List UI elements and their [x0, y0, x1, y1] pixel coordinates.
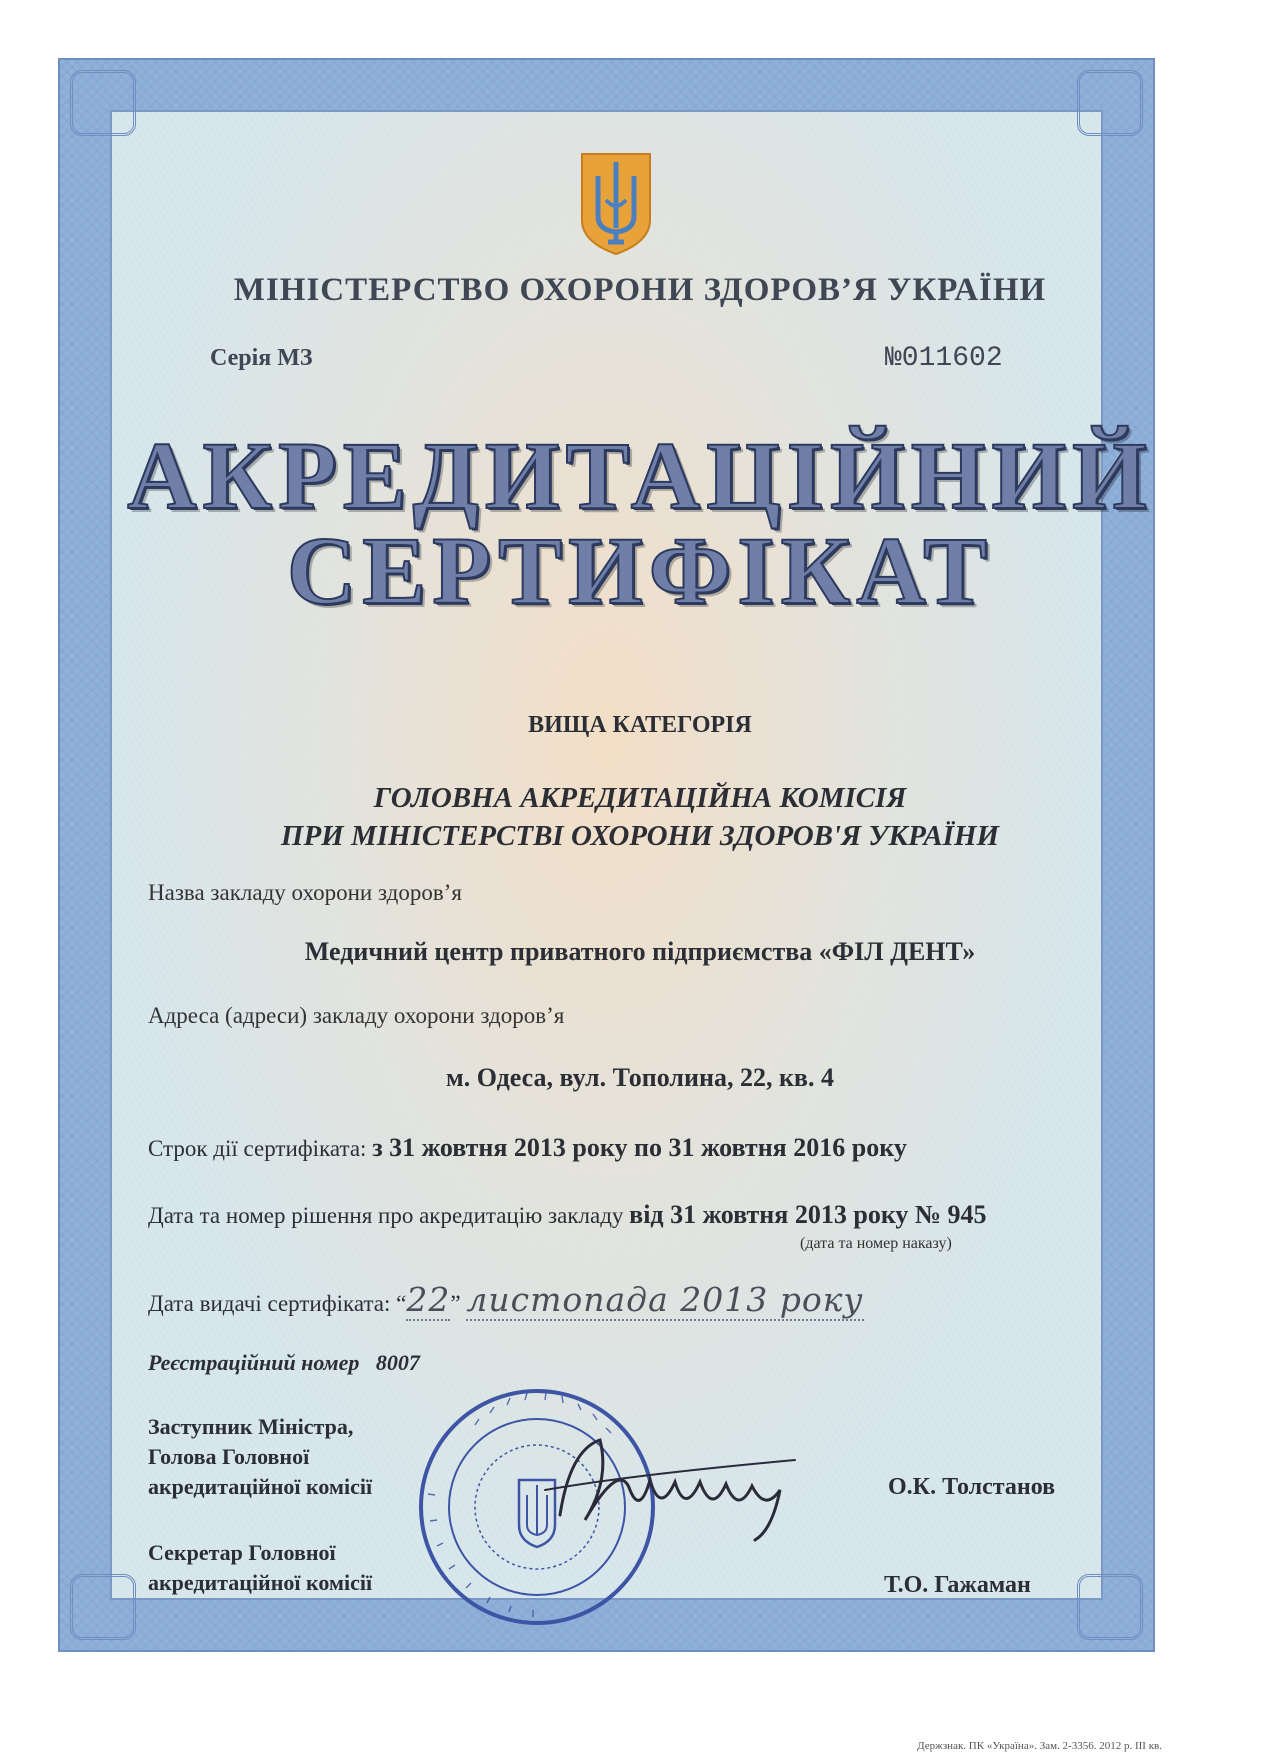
- title-line: акредитаційної комісії: [148, 1474, 373, 1499]
- corner-ornament: [1077, 70, 1143, 136]
- category-heading: ВИЩА КАТЕГОРІЯ: [528, 712, 752, 738]
- second-signatory-name: Т.О. Гажаман: [884, 1572, 1031, 1598]
- facility-name-value: Медичний центр приватного підприємства «ФІЛ ДЕНТ»: [304, 937, 976, 966]
- title-line: Голова Головної: [148, 1444, 310, 1469]
- series-label: Серія МЗ: [210, 345, 313, 371]
- certificate-field: [110, 110, 1103, 1600]
- printer-imprint: Держзнак. ПК «Україна». Зам. 2-3356. 2012 р. ІІІ кв.: [917, 1740, 1162, 1752]
- term-label: Строк дії сертифіката:: [148, 1136, 367, 1161]
- registration-number: 8007: [375, 1350, 420, 1375]
- second-signatory-title: [148, 1538, 372, 1598]
- issue-date-row: Дата видачі сертифіката: “22” листопада 2013 року: [148, 1280, 864, 1319]
- first-signatory-title: [148, 1412, 372, 1502]
- decision-label: Дата та номер рішення про акредитацію закладу: [148, 1203, 624, 1228]
- corner-ornament: [70, 70, 136, 136]
- commission-line-1: ГОЛОВНА АКРЕДИТАЦІЙНА КОМІСІЯ: [373, 782, 907, 814]
- title-line-2: СЕРТИФІКАТ: [286, 517, 994, 624]
- facility-address-label: Адреса (адреси) закладу охорони здоров’я: [148, 1003, 565, 1028]
- certificate-number: №011602: [885, 343, 1003, 374]
- title-line: Заступник Міністра,: [148, 1414, 354, 1439]
- registration-row: [148, 1350, 420, 1376]
- facility-address-value: м. Одеса, вул. Тополина, 22, кв. 4: [446, 1063, 834, 1092]
- coat-of-arms-icon: [578, 150, 654, 256]
- corner-ornament: [70, 1574, 136, 1640]
- issue-day: 22: [406, 1280, 451, 1319]
- registration-label: Реєстраційний номер: [148, 1350, 360, 1375]
- title-line-1: АКРЕДИТАЦІЙНИЙ: [127, 422, 1153, 529]
- term-value: з 31 жовтня 2013 року по 31 жовтня 2016 року: [372, 1133, 907, 1162]
- title-line: акредитаційної комісії: [148, 1570, 373, 1595]
- facility-name-label: Назва закладу охорони здоров’я: [148, 880, 462, 905]
- decision-value: від 31 жовтня 2013 року № 945: [629, 1200, 987, 1229]
- commission-line-2: ПРИ МІНІСТЕРСТВІ ОХОРОНИ ЗДОРОВ'Я УКРАЇНИ: [280, 820, 1000, 852]
- signature: [540, 1420, 810, 1550]
- issue-date-label: Дата видачі сертифіката:: [148, 1291, 391, 1316]
- ministry-header: МІНІСТЕРСТВО ОХОРОНИ ЗДОРОВ’Я УКРАЇНИ: [233, 272, 1047, 308]
- issue-month-year: листопада 2013 року: [466, 1280, 864, 1319]
- decision-note: (дата та номер наказу): [800, 1235, 952, 1252]
- first-signatory-name: О.К. Толстанов: [888, 1474, 1056, 1500]
- corner-ornament: [1077, 1574, 1143, 1640]
- decision-row: [148, 1200, 987, 1230]
- title-line: Секретар Головної: [148, 1540, 336, 1565]
- term-row: [148, 1133, 907, 1163]
